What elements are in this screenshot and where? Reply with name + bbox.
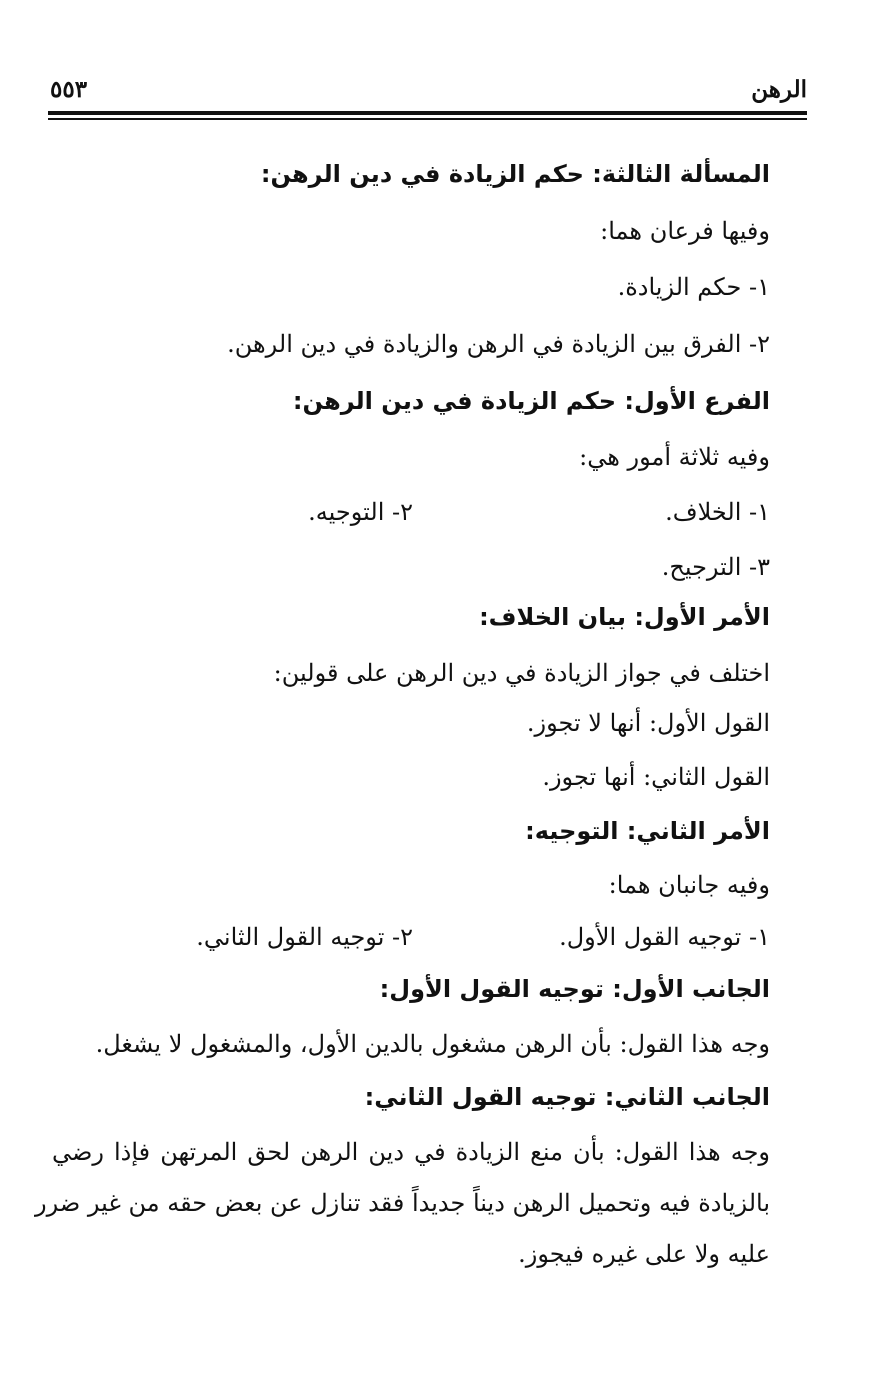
page-number: ٥٥٣ [50,76,88,103]
matter2-list-item: ١- توجيه القول الأول. [559,923,770,951]
side1-heading: الجانب الأول: توجيه القول الأول: [379,975,770,1003]
issue-list-item: ١- حكم الزيادة. [617,273,770,301]
side2-heading: الجانب الثاني: توجيه القول الثاني: [364,1083,770,1111]
header-rule-thick [48,111,807,115]
branch-intro: وفيه ثلاثة أمور هي: [579,443,770,471]
side2-text-line: وجه هذا القول: بأن منع الزيادة في دين الرهن لحق المرتهن فإذا رضي [52,1138,770,1166]
branch-list-item: ٣- الترجيح. [661,553,770,581]
branch-list-item: ٢- التوجيه. [308,498,413,526]
issue-list-item: ٢- الفرق بين الزيادة في الرهن والزيادة في دين الرهن. [227,330,770,358]
matter1-heading: الأمر الأول: بيان الخلاف: [479,603,770,631]
side1-text: وجه هذا القول: بأن الرهن مشغول بالدين الأول، والمشغول لا يشغل. [95,1030,770,1058]
matter2-heading: الأمر الثاني: التوجيه: [525,817,770,845]
opinion-1: القول الأول: أنها لا تجوز. [526,709,770,737]
matter1-text: اختلف في جواز الزيادة في دين الرهن على قولين: [273,659,770,687]
side2-text-line: عليه ولا على غيره فيجوز. [518,1240,770,1268]
opinion-2: القول الثاني: أنها تجوز. [542,763,770,791]
page-header [50,76,807,106]
running-title: الرهن [751,76,807,103]
branch-list-item: ١- الخلاف. [665,498,770,526]
matter2-list-item: ٢- توجيه القول الثاني. [196,923,413,951]
branch-heading: الفرع الأول: حكم الزيادة في دين الرهن: [292,387,770,415]
issue-heading: المسألة الثالثة: حكم الزيادة في دين الرهن: [260,160,770,188]
issue-intro: وفيها فرعان هما: [600,217,770,245]
header-rule-thin [48,118,807,120]
side2-text-line: بالزيادة فيه وتحميل الرهن ديناً جديداً فقد تنازل عن بعض حقه من غير ضرر [35,1189,770,1217]
matter2-intro: وفيه جانبان هما: [608,871,770,899]
